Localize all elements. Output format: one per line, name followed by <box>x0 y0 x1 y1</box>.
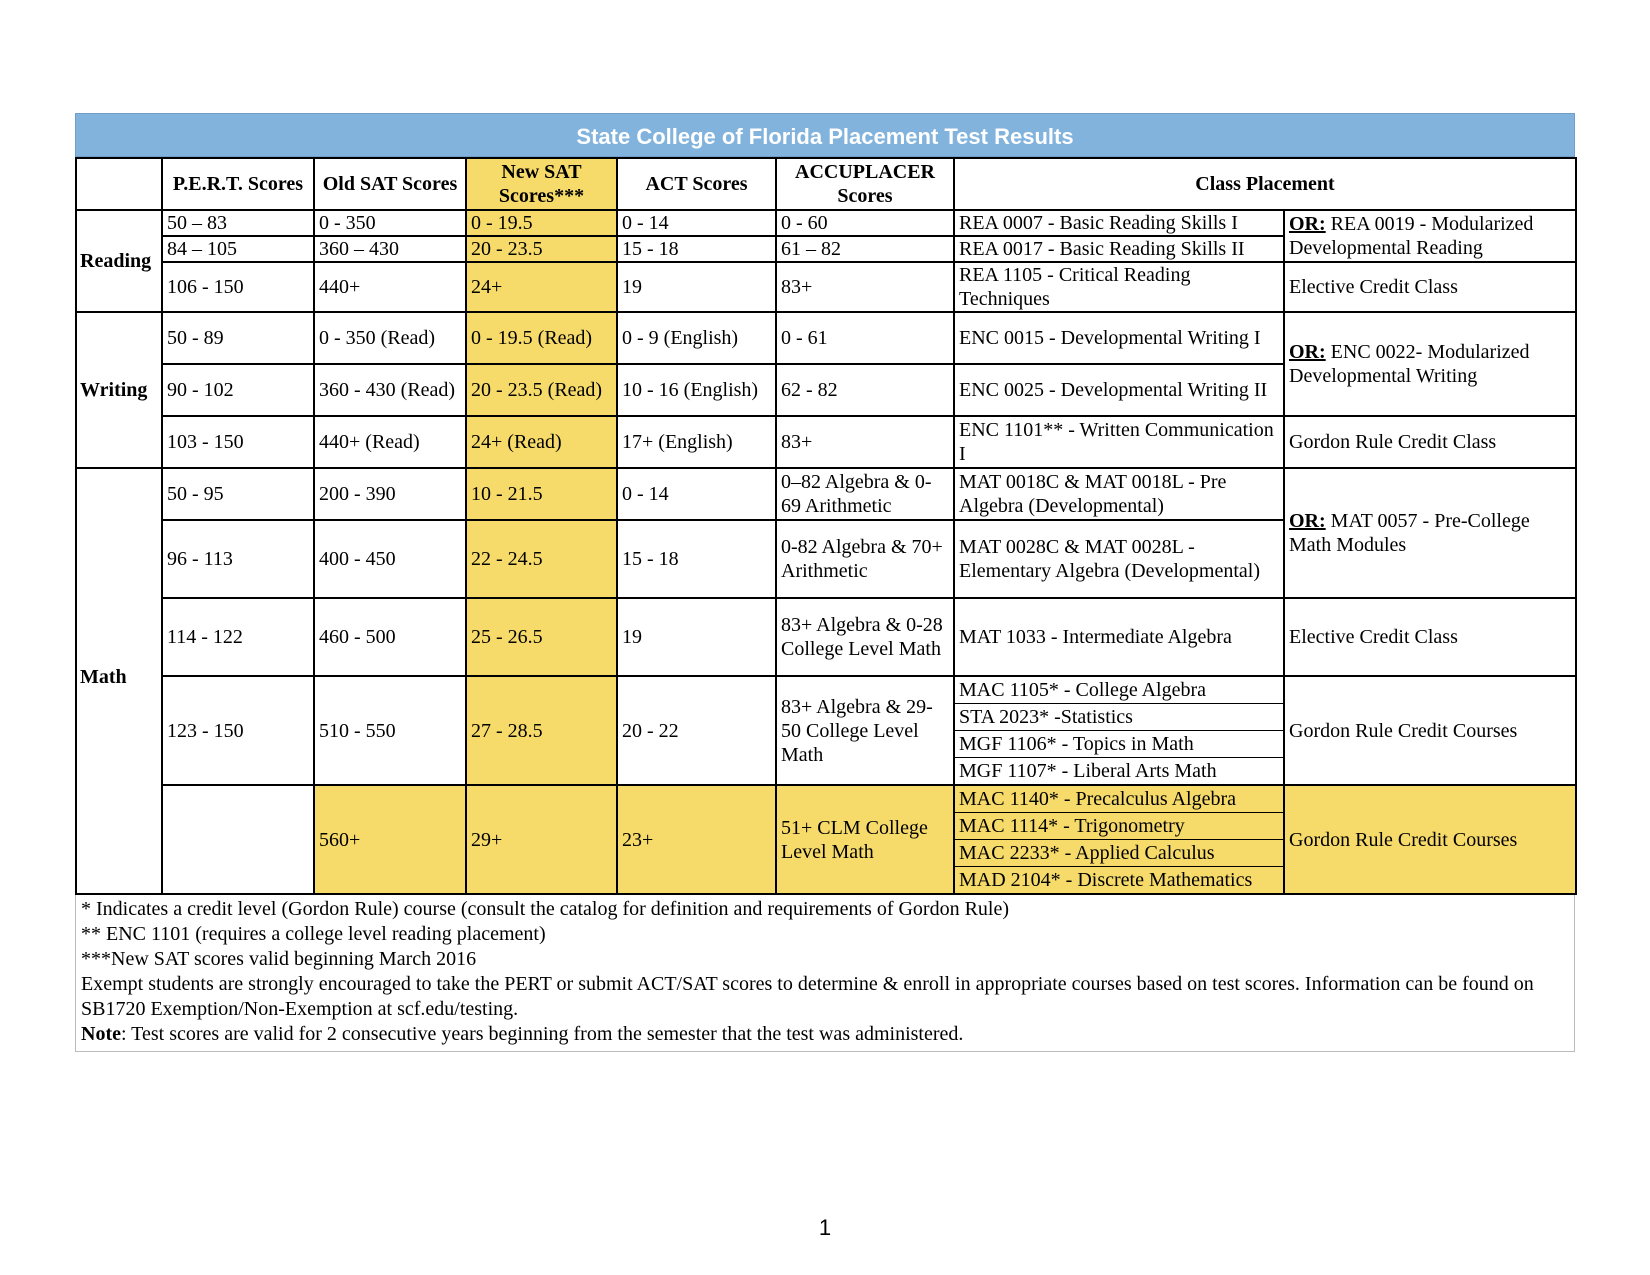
alternative-text: ENC 0022- Modularized Developmental Writing <box>1289 341 1530 387</box>
act-cell: 10 - 16 (English) <box>617 364 776 416</box>
old-sat-cell: 200 - 390 <box>314 468 466 520</box>
new-sat-cell: 27 - 28.5 <box>466 676 617 785</box>
new-sat-cell: 20 - 23.5 (Read) <box>466 364 617 416</box>
act-cell: 0 - 14 <box>617 468 776 520</box>
old-sat-cell: 400 - 450 <box>314 520 466 598</box>
footnote-enc1101: ** ENC 1101 (requires a college level reading placement) <box>81 923 546 945</box>
course-cell: ENC 1101** - Written Communication I <box>954 416 1284 468</box>
course-list <box>954 785 1284 894</box>
course-cell: ENC 0025 - Developmental Writing II <box>954 364 1284 416</box>
course-cell: REA 0007 - Basic Reading Skills I <box>954 210 1284 236</box>
placement-cell: Gordon Rule Credit Class <box>1284 416 1576 468</box>
act-cell: 23+ <box>617 785 776 894</box>
course-list <box>954 676 1284 785</box>
pert-cell: 114 - 122 <box>162 598 314 676</box>
accuplacer-cell: 0–82 Algebra & 0-69 Arithmetic <box>776 468 954 520</box>
new-sat-cell: 24+ (Read) <box>466 416 617 468</box>
course-item: MAC 1114* - Trigonometry <box>955 812 1283 839</box>
category-writing: Writing <box>76 312 162 468</box>
old-sat-cell: 360 – 430 <box>314 236 466 262</box>
course-item: MAD 2104* - Discrete Mathematics <box>955 866 1283 893</box>
reading-alternative <box>1284 210 1576 262</box>
accuplacer-cell: 51+ CLM College Level Math <box>776 785 954 894</box>
new-sat-cell: 22 - 24.5 <box>466 520 617 598</box>
accuplacer-cell: 83+ <box>776 416 954 468</box>
footnote-validity <box>81 1022 1569 1047</box>
old-sat-cell: 560+ <box>314 785 466 894</box>
header-row <box>76 158 1576 210</box>
act-cell: 20 - 22 <box>617 676 776 785</box>
header-accuplacer: ACCUPLACER Scores <box>776 158 954 210</box>
act-cell: 15 - 18 <box>617 236 776 262</box>
writing-alternative <box>1284 312 1576 416</box>
new-sat-cell: 20 - 23.5 <box>466 236 617 262</box>
accuplacer-cell: 0 - 61 <box>776 312 954 364</box>
pert-cell <box>162 785 314 894</box>
new-sat-cell: 29+ <box>466 785 617 894</box>
course-item: MAC 2233* - Applied Calculus <box>955 839 1283 866</box>
course-cell: REA 0017 - Basic Reading Skills II <box>954 236 1284 262</box>
accuplacer-cell: 83+ <box>776 262 954 312</box>
accuplacer-cell: 0-82 Algebra & 70+ Arithmetic <box>776 520 954 598</box>
math-row-1 <box>76 468 1576 520</box>
header-act: ACT Scores <box>617 158 776 210</box>
category-math: Math <box>76 468 162 894</box>
course-cell: MAT 0018C & MAT 0018L - Pre Algebra (Developmental) <box>954 468 1284 520</box>
header-class-placement: Class Placement <box>954 158 1576 210</box>
old-sat-cell: 360 - 430 (Read) <box>314 364 466 416</box>
accuplacer-cell: 0 - 60 <box>776 210 954 236</box>
old-sat-cell: 510 - 550 <box>314 676 466 785</box>
page-number: 1 <box>818 1215 832 1240</box>
category-reading: Reading <box>76 210 162 312</box>
new-sat-cell: 0 - 19.5 (Read) <box>466 312 617 364</box>
placement-document <box>75 113 1575 1052</box>
math-row-3 <box>76 598 1576 676</box>
pert-cell: 90 - 102 <box>162 364 314 416</box>
pert-cell: 106 - 150 <box>162 262 314 312</box>
new-sat-cell: 10 - 21.5 <box>466 468 617 520</box>
old-sat-cell: 0 - 350 <box>314 210 466 236</box>
pert-cell: 103 - 150 <box>162 416 314 468</box>
pert-cell: 50 - 89 <box>162 312 314 364</box>
or-label: OR: <box>1289 510 1326 532</box>
course-cell: MAT 0028C & MAT 0028L - Elementary Algebra (Developmental) <box>954 520 1284 598</box>
placement-cell: Elective Credit Class <box>1284 262 1576 312</box>
old-sat-cell: 460 - 500 <box>314 598 466 676</box>
header-new-sat: New SAT Scores*** <box>466 158 617 210</box>
course-item: MAC 1140* - Precalculus Algebra <box>959 788 1236 810</box>
course-item: STA 2023* -Statistics <box>955 703 1283 730</box>
act-cell: 0 - 14 <box>617 210 776 236</box>
accuplacer-cell: 83+ Algebra & 29-50 College Level Math <box>776 676 954 785</box>
pert-cell: 96 - 113 <box>162 520 314 598</box>
course-cell: REA 1105 - Critical Reading Techniques <box>954 262 1284 312</box>
pert-cell: 123 - 150 <box>162 676 314 785</box>
footnote-credit-level: * Indicates a credit level (Gordon Rule) course (consult the catalog for definition and requirements of Gordon Rule) <box>81 898 1010 920</box>
math-alternative <box>1284 468 1576 598</box>
new-sat-cell: 24+ <box>466 262 617 312</box>
placement-table <box>75 157 1577 895</box>
table-title: State College of Florida Placement Test Results <box>75 113 1575 157</box>
or-label: OR: <box>1289 341 1326 363</box>
footnotes <box>75 895 1575 1052</box>
pert-cell: 84 – 105 <box>162 236 314 262</box>
act-cell: 15 - 18 <box>617 520 776 598</box>
header-pert: P.E.R.T. Scores <box>162 158 314 210</box>
new-sat-cell: 0 - 19.5 <box>466 210 617 236</box>
math-row-5 <box>76 785 1576 894</box>
alternative-text: REA 0019 - Modularized Developmental Reading <box>1289 213 1534 259</box>
note-text: : Test scores are valid for 2 consecutive years beginning from the semester that the test was administered. <box>120 1023 964 1045</box>
accuplacer-cell: 83+ Algebra & 0-28 College Level Math <box>776 598 954 676</box>
old-sat-cell: 440+ (Read) <box>314 416 466 468</box>
math-row-4 <box>76 676 1576 785</box>
course-cell: MAT 1033 - Intermediate Algebra <box>954 598 1284 676</box>
course-cell: ENC 0015 - Developmental Writing I <box>954 312 1284 364</box>
act-cell: 19 <box>617 262 776 312</box>
footnote-exempt: Exempt students are strongly encouraged to take the PERT or submit ACT/SAT scores to determine & enroll in appropriate courses based on test scores. Information can be found on SB1720 Exemption/Non-Exemption at scf.edu/testing. <box>81 973 1534 1020</box>
alternative-text: MAT 0057 - Pre-College Math Modules <box>1289 510 1530 556</box>
new-sat-cell: 25 - 26.5 <box>466 598 617 676</box>
course-item: MAC 1105* - College Algebra <box>959 679 1207 701</box>
placement-cell: Gordon Rule Credit Courses <box>1284 785 1576 894</box>
note-label: Note <box>81 1023 121 1045</box>
act-cell: 17+ (English) <box>617 416 776 468</box>
header-old-sat: Old SAT Scores <box>314 158 466 210</box>
writing-row-3 <box>76 416 1576 468</box>
writing-row-1 <box>76 312 1576 364</box>
or-label: OR: <box>1289 213 1326 235</box>
course-item: MGF 1106* - Topics in Math <box>955 730 1283 757</box>
header-blank <box>76 158 162 210</box>
accuplacer-cell: 61 – 82 <box>776 236 954 262</box>
act-cell: 19 <box>617 598 776 676</box>
footnote-new-sat: ***New SAT scores valid beginning March 2016 <box>81 948 477 970</box>
placement-cell: Gordon Rule Credit Courses <box>1284 676 1576 785</box>
old-sat-cell: 0 - 350 (Read) <box>314 312 466 364</box>
pert-cell: 50 - 95 <box>162 468 314 520</box>
course-item: MGF 1107* - Liberal Arts Math <box>955 757 1283 784</box>
accuplacer-cell: 62 - 82 <box>776 364 954 416</box>
reading-row-3 <box>76 262 1576 312</box>
pert-cell: 50 – 83 <box>162 210 314 236</box>
placement-cell: Elective Credit Class <box>1284 598 1576 676</box>
act-cell: 0 - 9 (English) <box>617 312 776 364</box>
reading-row-1 <box>76 210 1576 236</box>
old-sat-cell: 440+ <box>314 262 466 312</box>
